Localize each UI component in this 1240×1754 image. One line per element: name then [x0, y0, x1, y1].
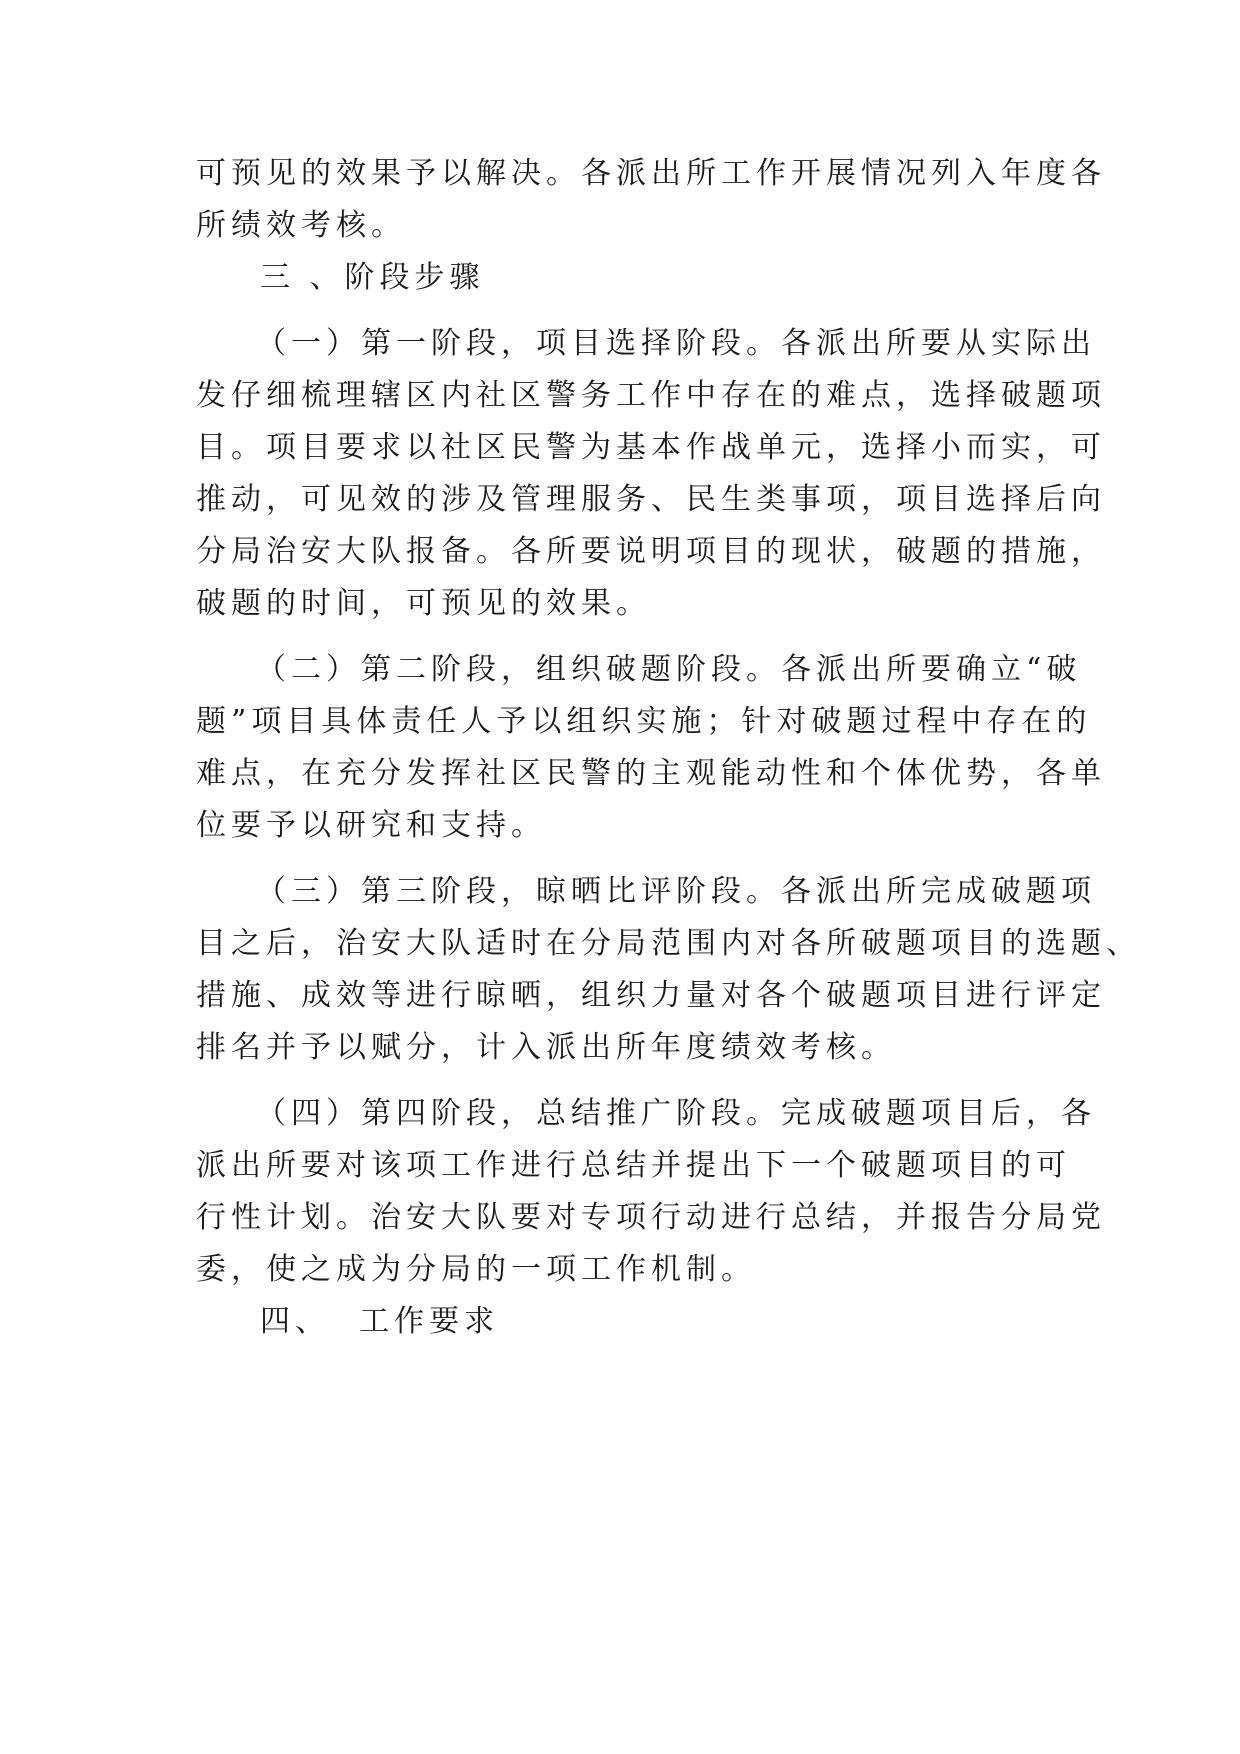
text-line: 派出所要对该项工作进行总结并提出下一个破题项目的可 — [196, 1148, 1071, 1183]
text-line: 排名并予以赋分，计入派出所年度绩效考核。 — [196, 1030, 896, 1065]
stage-3-paragraph — [196, 866, 1141, 1074]
stage-2-paragraph — [196, 644, 1106, 852]
text-line: 所绩效考核。 — [196, 208, 406, 243]
document-body — [196, 148, 1141, 1348]
text-line: 行性计划。治安大队要对专项行动进行总结，并报告分局党 — [196, 1200, 1106, 1235]
text-line: 难点，在充分发挥社区民警的主观能动性和个体优势，各单 — [196, 756, 1106, 791]
text-line: 措施、成效等进行晾晒，组织力量对各个破题项目进行评定 — [196, 978, 1106, 1013]
text-line: 推动，可见效的涉及管理服务、民生类事项，项目选择后向 — [196, 482, 1106, 517]
text-line: 委，使之成为分局的一项工作机制。 — [196, 1252, 756, 1287]
intro-paragraph — [196, 148, 1106, 252]
stage-1-paragraph — [196, 318, 1106, 630]
text-line: 破题的时间，可预见的效果。 — [196, 586, 651, 621]
stage-4-paragraph — [196, 1088, 1106, 1296]
section-heading-4: 四、 工作要求 — [260, 1304, 500, 1339]
text-line: 题”项目具体责任人予以组织实施；针对破题过程中存在的 — [196, 704, 1092, 739]
text-line: 位要予以研究和支持。 — [196, 808, 546, 843]
text-line: 目。项目要求以社区民警为基本作战单元，选择小而实，可 — [196, 430, 1106, 465]
section-heading-3: 三 、阶段步骤 — [260, 260, 485, 295]
text-line: （一）第一阶段，项目选择阶段。各派出所要从实际出 — [256, 326, 1096, 361]
text-line: 分局治安大队报备。各所要说明项目的现状，破题的措施， — [196, 534, 1106, 569]
text-line: （三）第三阶段，晾晒比评阶段。各派出所完成破题项 — [256, 874, 1096, 909]
text-line: 发仔细梳理辖区内社区警务工作中存在的难点，选择破题项 — [196, 378, 1106, 413]
text-line: （二）第二阶段，组织破题阶段。各派出所要确立“破 — [256, 652, 1082, 687]
text-line: 目之后，治安大队适时在分局范围内对各所破题项目的选题、 — [196, 926, 1141, 961]
text-line: （四）第四阶段，总结推广阶段。完成破题项目后，各 — [256, 1096, 1096, 1131]
text-line: 可预见的效果予以解决。各派出所工作开展情况列入年度各 — [196, 156, 1106, 191]
